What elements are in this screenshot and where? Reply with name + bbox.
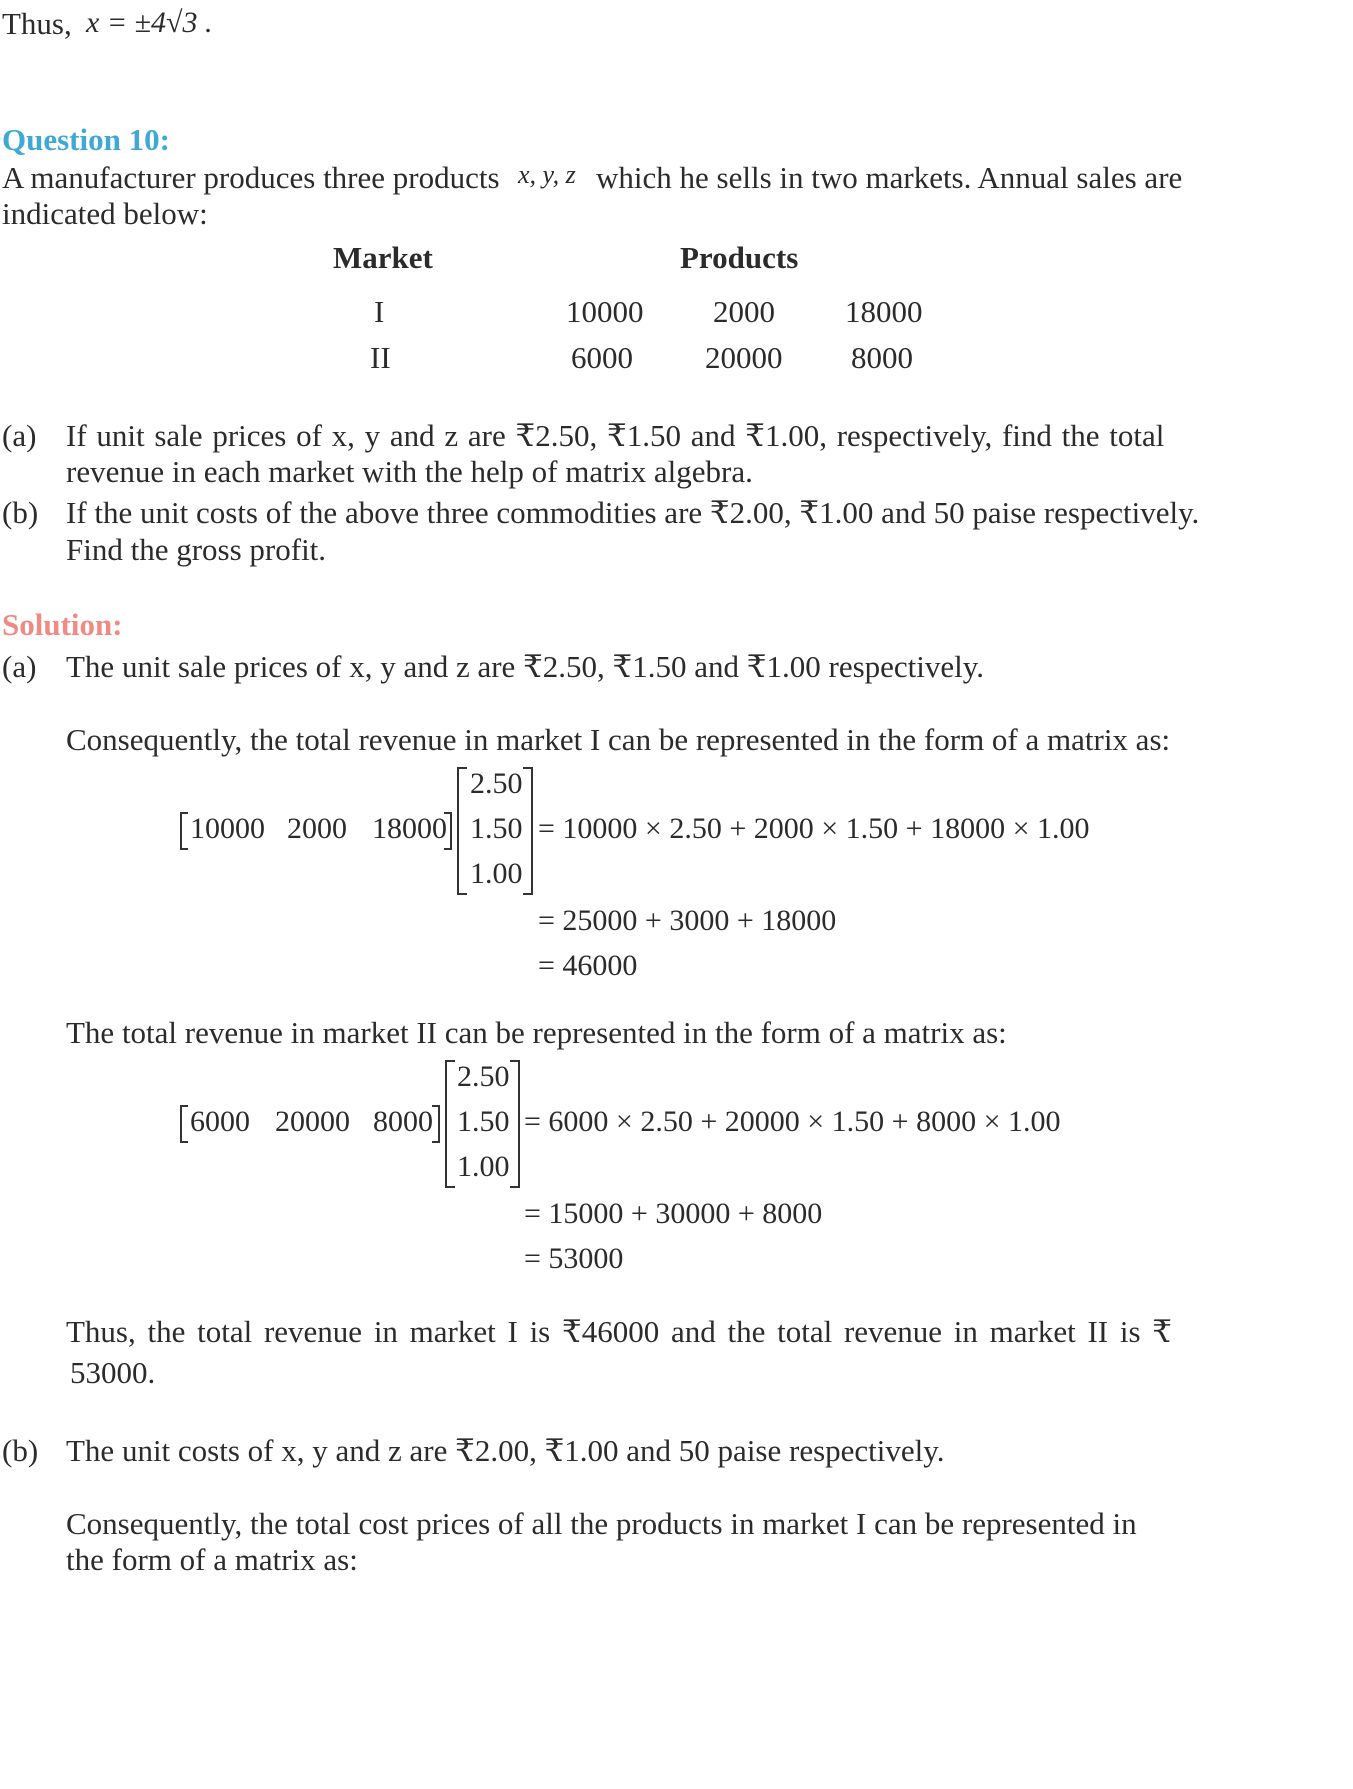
solution-b-label: (b) xyxy=(2,1433,39,1468)
table-cell: 10000 xyxy=(566,294,644,329)
solution-a-label: (a) xyxy=(2,649,37,684)
matrix1-col-value: 1.00 xyxy=(470,857,523,890)
matrix1-col-value: 1.50 xyxy=(470,812,523,845)
solution-a-consequently: Consequently, the total revenue in market I can be represented in the form of a matrix as: xyxy=(66,722,1171,757)
matrix2-row-value: 20000 xyxy=(275,1105,350,1138)
col-bracket-right xyxy=(510,1060,520,1188)
part-b-line2: Find the gross profit. xyxy=(66,532,327,567)
matrix1-eq2: = 25000 + 3000 + 18000 xyxy=(538,904,837,937)
question-intro-2: indicated below: xyxy=(2,196,208,231)
table-row-market: I xyxy=(374,294,385,329)
col-bracket-left xyxy=(445,1060,455,1188)
matrix1-row-value: 2000 xyxy=(287,812,347,845)
matrix1-row-value: 10000 xyxy=(190,812,265,845)
matrix1-col-value: 2.50 xyxy=(470,767,523,800)
thus-label: Thus, xyxy=(2,6,72,41)
solution-heading: Solution: xyxy=(2,607,123,642)
matrix2-eq2: = 15000 + 30000 + 8000 xyxy=(524,1197,823,1230)
matrix2-row-value: 8000 xyxy=(373,1105,433,1138)
matrix2-eq3: = 53000 xyxy=(524,1242,624,1275)
row-bracket-right xyxy=(432,1105,440,1143)
solution-b-consequently-1: Consequently, the total cost prices of all the products in market I can be represented in xyxy=(66,1506,1137,1541)
row-bracket-left xyxy=(180,812,188,850)
thus-line1: Thus, the total revenue in market I is ₹46000 and the total revenue in market II is ₹ xyxy=(66,1314,1173,1349)
matrix1-row-value: 18000 xyxy=(372,812,447,845)
matrix2-col-value: 1.00 xyxy=(457,1150,510,1183)
question-intro-b: which he sells in two markets. Annual sales are xyxy=(596,160,1183,195)
thus-line2: 53000. xyxy=(70,1355,156,1390)
solution-b-line: The unit costs of x, y and z are ₹2.00, ₹1.00 and 50 paise respectively. xyxy=(66,1433,945,1468)
question-heading: Question 10: xyxy=(2,122,170,157)
solution-b-consequently-2: the form of a matrix as: xyxy=(66,1542,358,1577)
table-cell: 20000 xyxy=(705,340,783,375)
table-cell: 8000 xyxy=(851,340,913,375)
col-bracket-left xyxy=(457,767,467,895)
matrix2-col-value: 1.50 xyxy=(457,1105,510,1138)
table-cell: 6000 xyxy=(571,340,633,375)
row-bracket-left xyxy=(180,1105,188,1143)
equation-x: x = ±4√3 . xyxy=(86,6,213,39)
matrix2-col-value: 2.50 xyxy=(457,1060,510,1093)
market2-intro: The total revenue in market II can be represented in the form of a matrix as: xyxy=(66,1015,1007,1050)
part-a-line1: If unit sale prices of x, y and z are ₹2.50, ₹1.50 and ₹1.00, respectively, find the total xyxy=(66,418,1165,453)
matrix2-row-value: 6000 xyxy=(190,1105,250,1138)
col-bracket-right xyxy=(523,767,533,895)
matrix2-eq1: = 6000 × 2.50 + 20000 × 1.50 + 8000 × 1.00 xyxy=(524,1105,1061,1138)
table-cell: 2000 xyxy=(713,294,775,329)
question-intro-a: A manufacturer produces three products xyxy=(2,160,500,195)
matrix1-eq1: = 10000 × 2.50 + 2000 × 1.50 + 18000 × 1.00 xyxy=(538,812,1090,845)
part-b-line1: If the unit costs of the above three commodities are ₹2.00, ₹1.00 and 50 paise respectively. xyxy=(66,495,1200,530)
table-cell: 18000 xyxy=(845,294,923,329)
matrix1-eq3: = 46000 xyxy=(538,949,638,982)
part-a-line2: revenue in each market with the help of matrix algebra. xyxy=(66,454,753,489)
row-bracket-right xyxy=(444,812,452,850)
part-b-label: (b) xyxy=(2,495,39,530)
table-header-market: Market xyxy=(333,240,433,275)
table-row-market: II xyxy=(370,340,391,375)
part-a-label: (a) xyxy=(2,418,37,453)
question-vars: x, y, z xyxy=(518,160,576,189)
table-header-products: Products xyxy=(680,240,799,275)
solution-a-line: The unit sale prices of x, y and z are ₹2.50, ₹1.50 and ₹1.00 respectively. xyxy=(66,649,984,684)
